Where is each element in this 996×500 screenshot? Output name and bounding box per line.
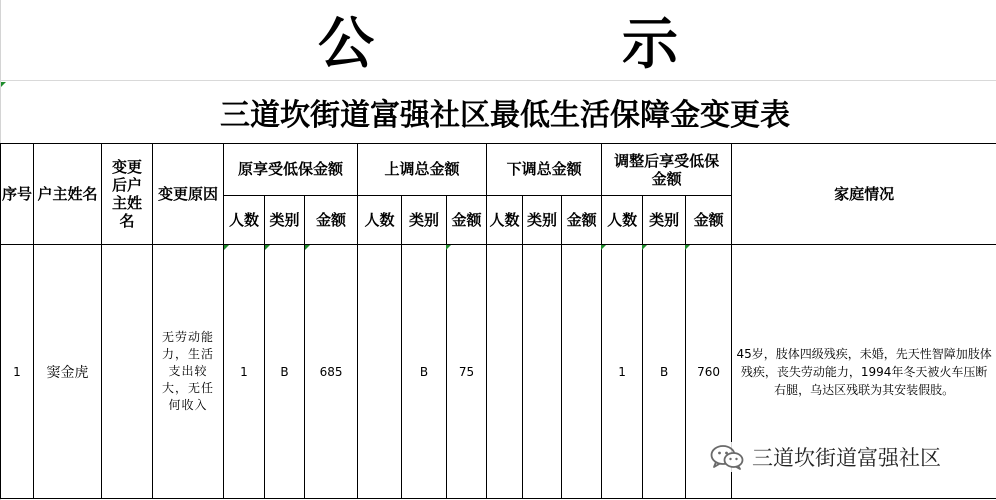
header-raise-total: 上调总金额 xyxy=(358,144,487,196)
subheader-count: 人数 xyxy=(602,196,643,245)
cell-original-category: B xyxy=(265,245,305,499)
cell-marker-icon xyxy=(265,245,270,250)
watermark xyxy=(706,442,945,472)
table-title: 三道坎街道富强社区最低生活保障金变更表 xyxy=(220,98,790,133)
cell-lower-amount xyxy=(562,245,602,499)
subheader-amount: 金额 xyxy=(305,196,358,245)
cell-marker-icon xyxy=(601,245,606,250)
subheader-amount: 金额 xyxy=(686,196,732,245)
header-adjusted-amount: 调整后享受低保金额 xyxy=(602,144,732,196)
subheader-category: 类别 xyxy=(265,196,305,245)
page-title: 公 示 xyxy=(318,12,774,77)
wechat-icon xyxy=(710,444,744,470)
subheader-count: 人数 xyxy=(224,196,265,245)
cell-raise-amount: 75 xyxy=(447,245,487,499)
cell-lower-category xyxy=(523,245,562,499)
cell-household-head: 窦金虎 xyxy=(34,245,102,499)
cell-original-count: 1 xyxy=(224,245,265,499)
cell-family-situation: 45岁，肢体四级残疾，未婚，先天性智障加肢体残疾，丧失劳动能力，1994年冬天被火车压断右腿，乌达区残联为其安装假肢。 xyxy=(732,245,996,499)
header-lower-total: 下调总金额 xyxy=(487,144,602,196)
cell-marker-icon xyxy=(1,82,6,87)
cell-raise-count xyxy=(358,245,402,499)
header-family-situation: 家庭情况 xyxy=(732,144,996,245)
cell-original-amount: 685 xyxy=(305,245,358,499)
header-seq: 序号 xyxy=(1,144,34,245)
subheader-category: 类别 xyxy=(643,196,686,245)
subheader-category: 类别 xyxy=(523,196,562,245)
cell-raise-category: B xyxy=(402,245,447,499)
header-original-amount: 原享受低保金额 xyxy=(224,144,358,196)
header-household-head: 户主姓名 xyxy=(34,144,102,245)
cell-adjusted-category: B xyxy=(643,245,686,499)
subheader-count: 人数 xyxy=(487,196,523,245)
header-change-reason: 变更原因 xyxy=(153,144,224,245)
subheader-count: 人数 xyxy=(358,196,402,245)
cell-marker-icon xyxy=(446,245,451,250)
cell-change-reason: 无劳动能力，生活支出较大，无任何收入 xyxy=(153,245,224,499)
divider xyxy=(0,80,996,81)
cell-marker-icon xyxy=(685,245,690,250)
subheader-category: 类别 xyxy=(402,196,447,245)
subheader-amount: 金额 xyxy=(447,196,487,245)
cell-marker-icon xyxy=(305,245,310,250)
cell-lower-count xyxy=(487,245,523,499)
header-row xyxy=(1,144,996,196)
cell-marker-icon xyxy=(642,245,647,250)
watermark-text: 三道坎街道富强社区 xyxy=(752,446,941,470)
header-new-household-head: 变更后户主姓名 xyxy=(102,144,153,245)
cell-adjusted-count: 1 xyxy=(602,245,643,499)
cell-adjusted-amount: 760 xyxy=(686,245,732,499)
cell-seq: 1 xyxy=(1,245,34,499)
cell-marker-icon xyxy=(224,245,229,250)
cell-new-household-head xyxy=(102,245,153,499)
subheader-amount: 金额 xyxy=(562,196,602,245)
